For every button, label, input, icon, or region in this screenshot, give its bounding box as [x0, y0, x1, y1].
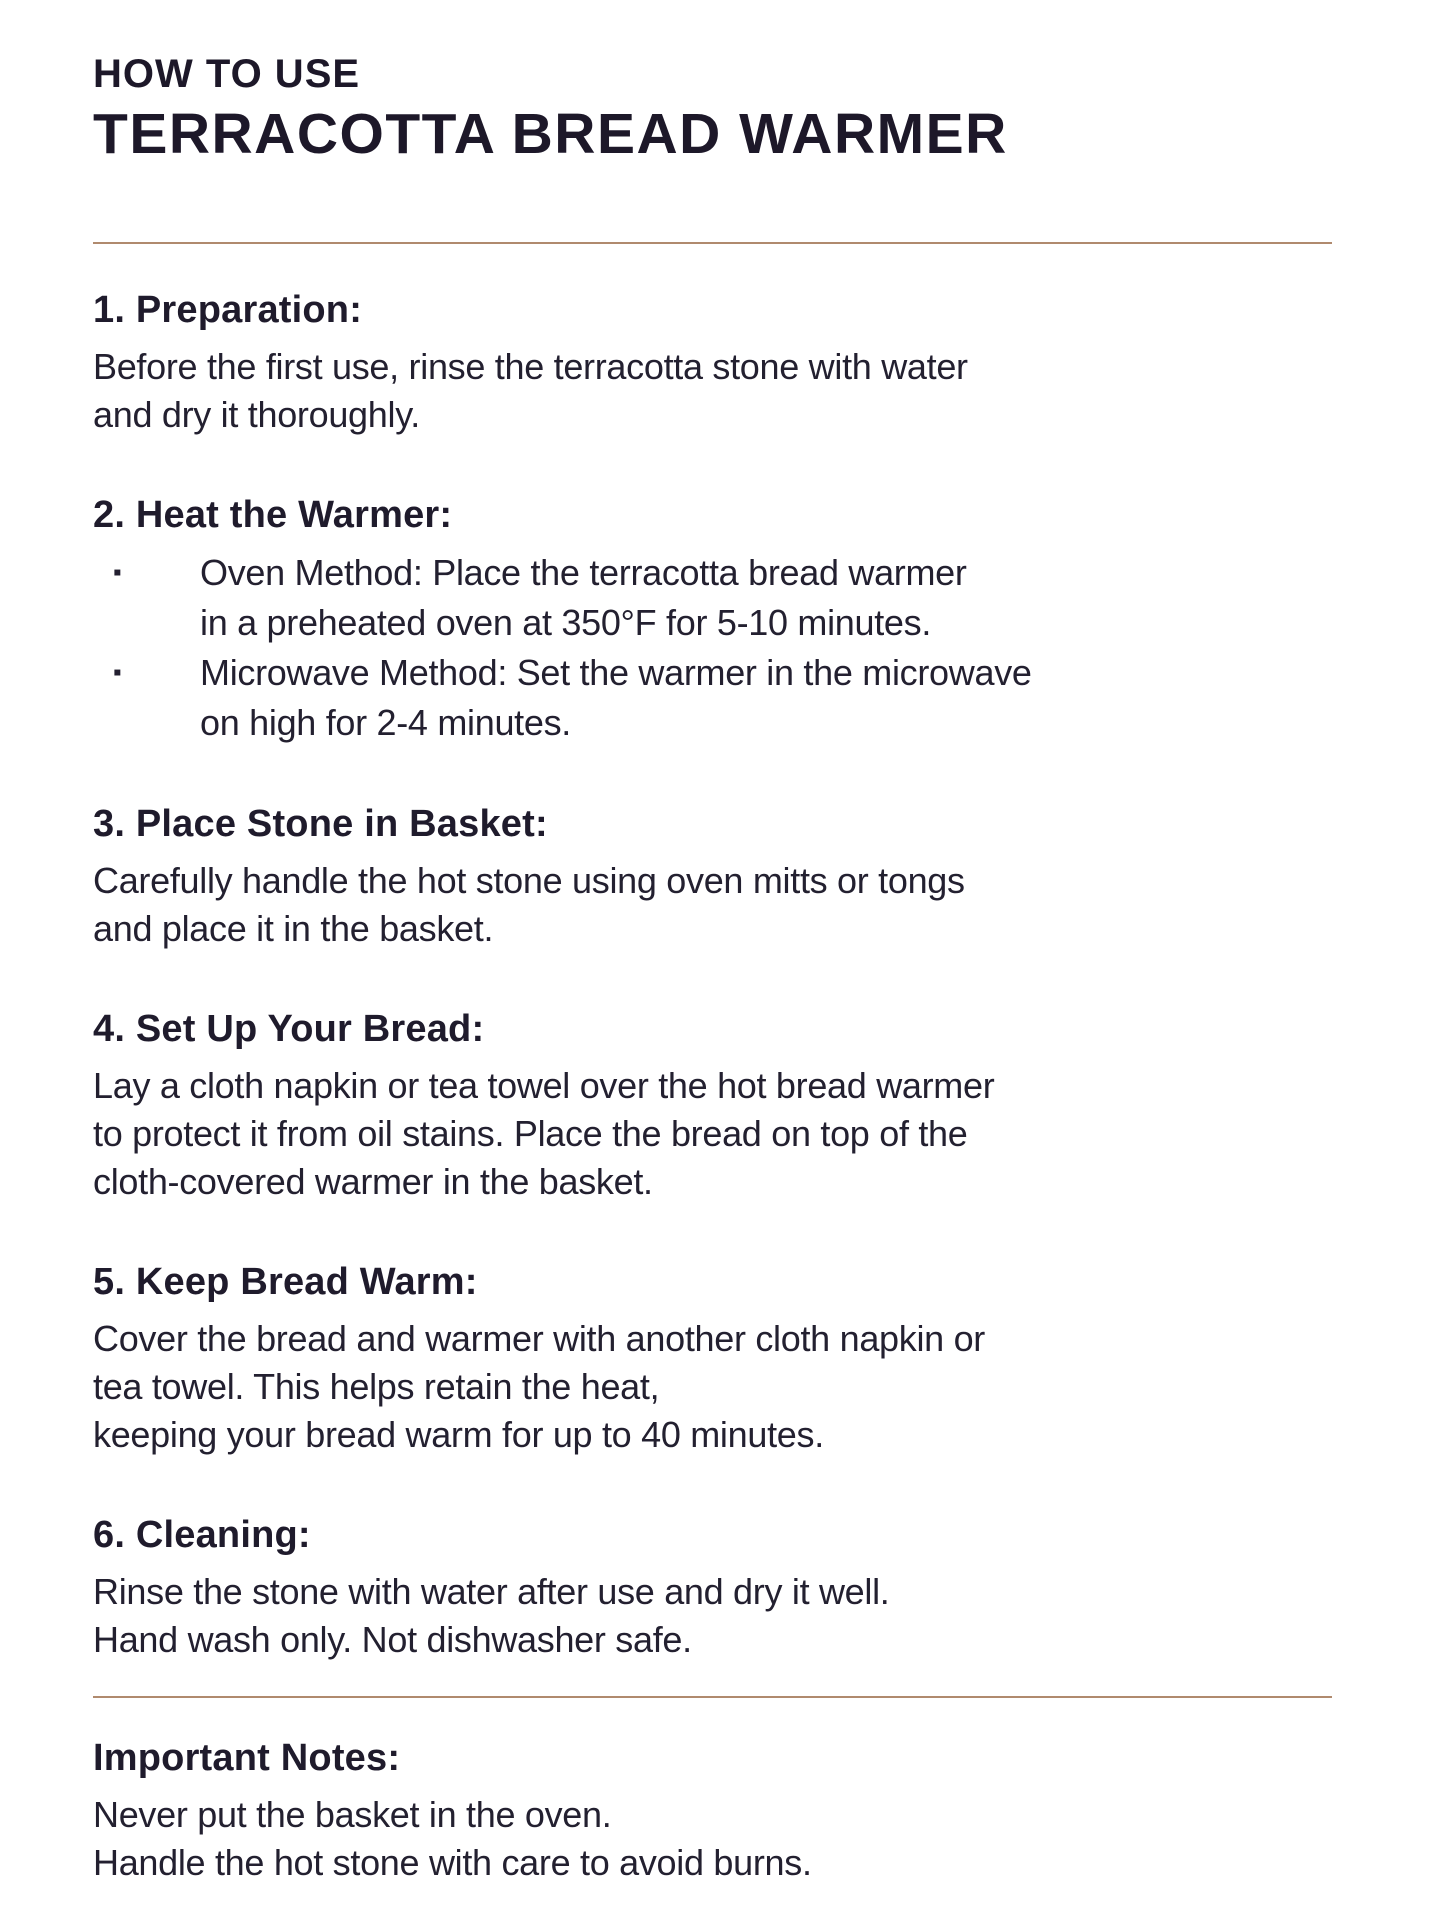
section-place-stone-in-basket [93, 800, 1332, 953]
body-line: Carefully handle the hot stone using oven mitts or tongs [93, 860, 965, 901]
body-line: tea towel. This helps retain the heat, [93, 1366, 660, 1407]
body-line: Hand wash only. Not dishwasher safe. [93, 1619, 692, 1660]
body-line: on high for 2-4 minutes. [200, 702, 572, 743]
section-set-up-your-bread [93, 1005, 1332, 1206]
eyebrow-text: HOW TO USE [93, 52, 361, 96]
bullet-icon: ▪ [113, 559, 122, 586]
section-heading: Important Notes: [93, 1737, 401, 1779]
body-line: to protect it from oil stains. Place the bread on top of the [93, 1113, 968, 1154]
body-line: Before the first use, rinse the terracotta stone with water [93, 346, 968, 387]
title-block [93, 50, 1332, 166]
bullet-text [200, 548, 967, 648]
body-line: Handle the hot stone with care to avoid burns. [93, 1842, 812, 1883]
list-item [93, 648, 1332, 748]
list-item [93, 548, 1332, 648]
section-heat-the-warmer [93, 491, 1332, 748]
section-cleaning [93, 1511, 1332, 1664]
section-heading: 3. Place Stone in Basket: [93, 803, 548, 845]
divider-bottom [93, 1696, 1332, 1698]
section-heading: 5. Keep Bread Warm: [93, 1261, 478, 1303]
body-line: Oven Method: Place the terracotta bread warmer [200, 552, 967, 593]
bullet-text [200, 648, 1032, 748]
bullet-icon: ▪ [113, 659, 122, 686]
body-line: keeping your bread warm for up to 40 minutes. [93, 1414, 824, 1455]
body-line: Never put the basket in the oven. [93, 1794, 612, 1835]
divider-top [93, 242, 1332, 244]
body-line: cloth-covered warmer in the basket. [93, 1161, 653, 1202]
body-line: Lay a cloth napkin or tea towel over the hot bread warmer [93, 1065, 995, 1106]
section-heading: 6. Cleaning: [93, 1514, 311, 1556]
section-heading: 2. Heat the Warmer: [93, 494, 453, 536]
section-important-notes [93, 1734, 1332, 1887]
section-heading: 1. Preparation: [93, 289, 363, 331]
section-keep-bread-warm [93, 1258, 1332, 1459]
body-line: and dry it thoroughly. [93, 394, 420, 435]
body-line: in a preheated oven at 350°F for 5-10 minutes. [200, 602, 932, 643]
body-line: and place it in the basket. [93, 908, 494, 949]
body-line: Cover the bread and warmer with another cloth napkin or [93, 1318, 985, 1359]
page-title: TERRACOTTA BREAD WARMER [93, 102, 1008, 166]
section-heading: 4. Set Up Your Bread: [93, 1008, 485, 1050]
section-preparation [93, 286, 1332, 439]
body-line: Microwave Method: Set the warmer in the microwave [200, 652, 1032, 693]
body-line: Rinse the stone with water after use and dry it well. [93, 1571, 890, 1612]
